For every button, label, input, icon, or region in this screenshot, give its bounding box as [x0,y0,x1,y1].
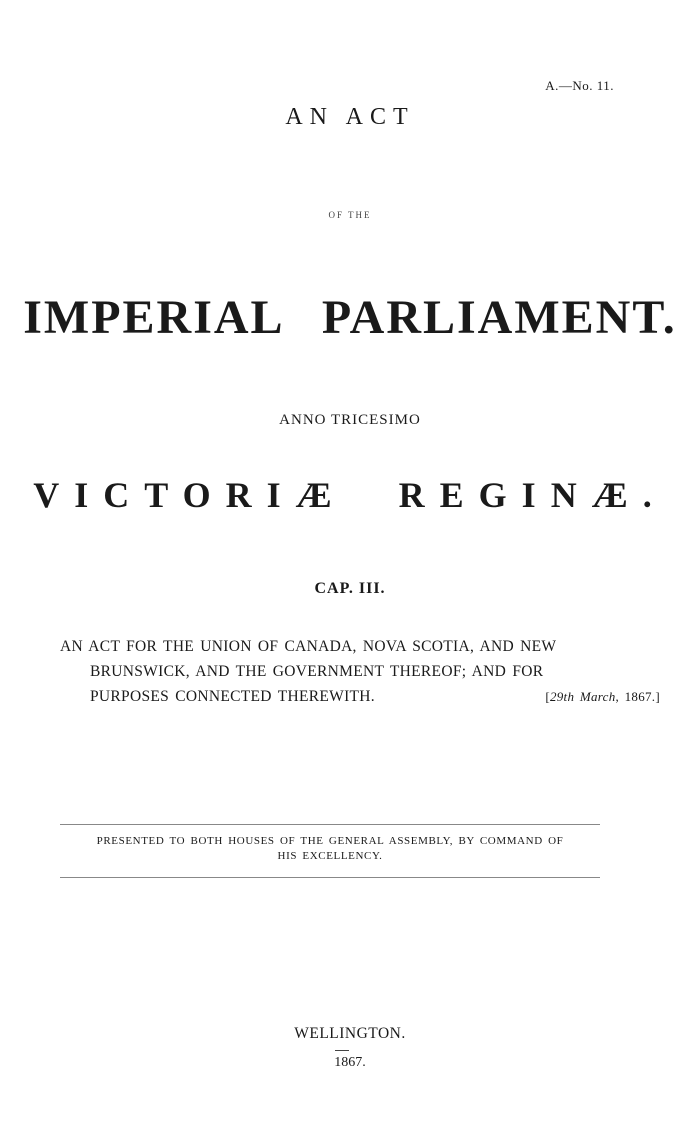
anno-caption: ANNO TRICESIMO [279,412,421,428]
presented-line-2: HIS EXCELLENCY. [277,850,383,862]
presented-note [60,834,600,864]
divider-bottom [60,877,600,878]
act-date-day: 29th March [549,689,616,704]
act-heading: AN ACT [285,104,415,130]
act-date-year: 1867. [624,689,656,704]
chapter-number: CAP. III. [314,580,386,597]
imprint-place: WELLINGTON. [294,1025,406,1042]
imprint-dash [335,1050,349,1051]
of-the-caption: OF THE [328,210,372,220]
regnal-title: VICTORIÆ REGINÆ. [33,475,667,515]
act-long-title [60,634,660,709]
divider-top [60,824,600,825]
document-reference: A.—No. 11. [545,78,614,93]
presented-line-1: PRESENTED TO BOTH HOUSES OF THE GENERAL ASSEMBLY, BY COMMAND OF [96,835,564,847]
parliament-title: IMPERIAL PARLIAMENT. [23,291,677,344]
act-title-line-1: AN ACT FOR THE UNION OF CANADA, NOVA SCOTIA, AND NEW [60,638,557,655]
act-title-line-2: BRUNSWICK, AND THE GOVERNMENT THEREOF; AND FOR [90,663,544,680]
act-title-line-3: PURPOSES CONNECTED THEREWITH. [90,688,375,705]
act-date: [29th March, 1867.] [545,689,660,704]
imprint-year: 1867. [334,1055,366,1070]
